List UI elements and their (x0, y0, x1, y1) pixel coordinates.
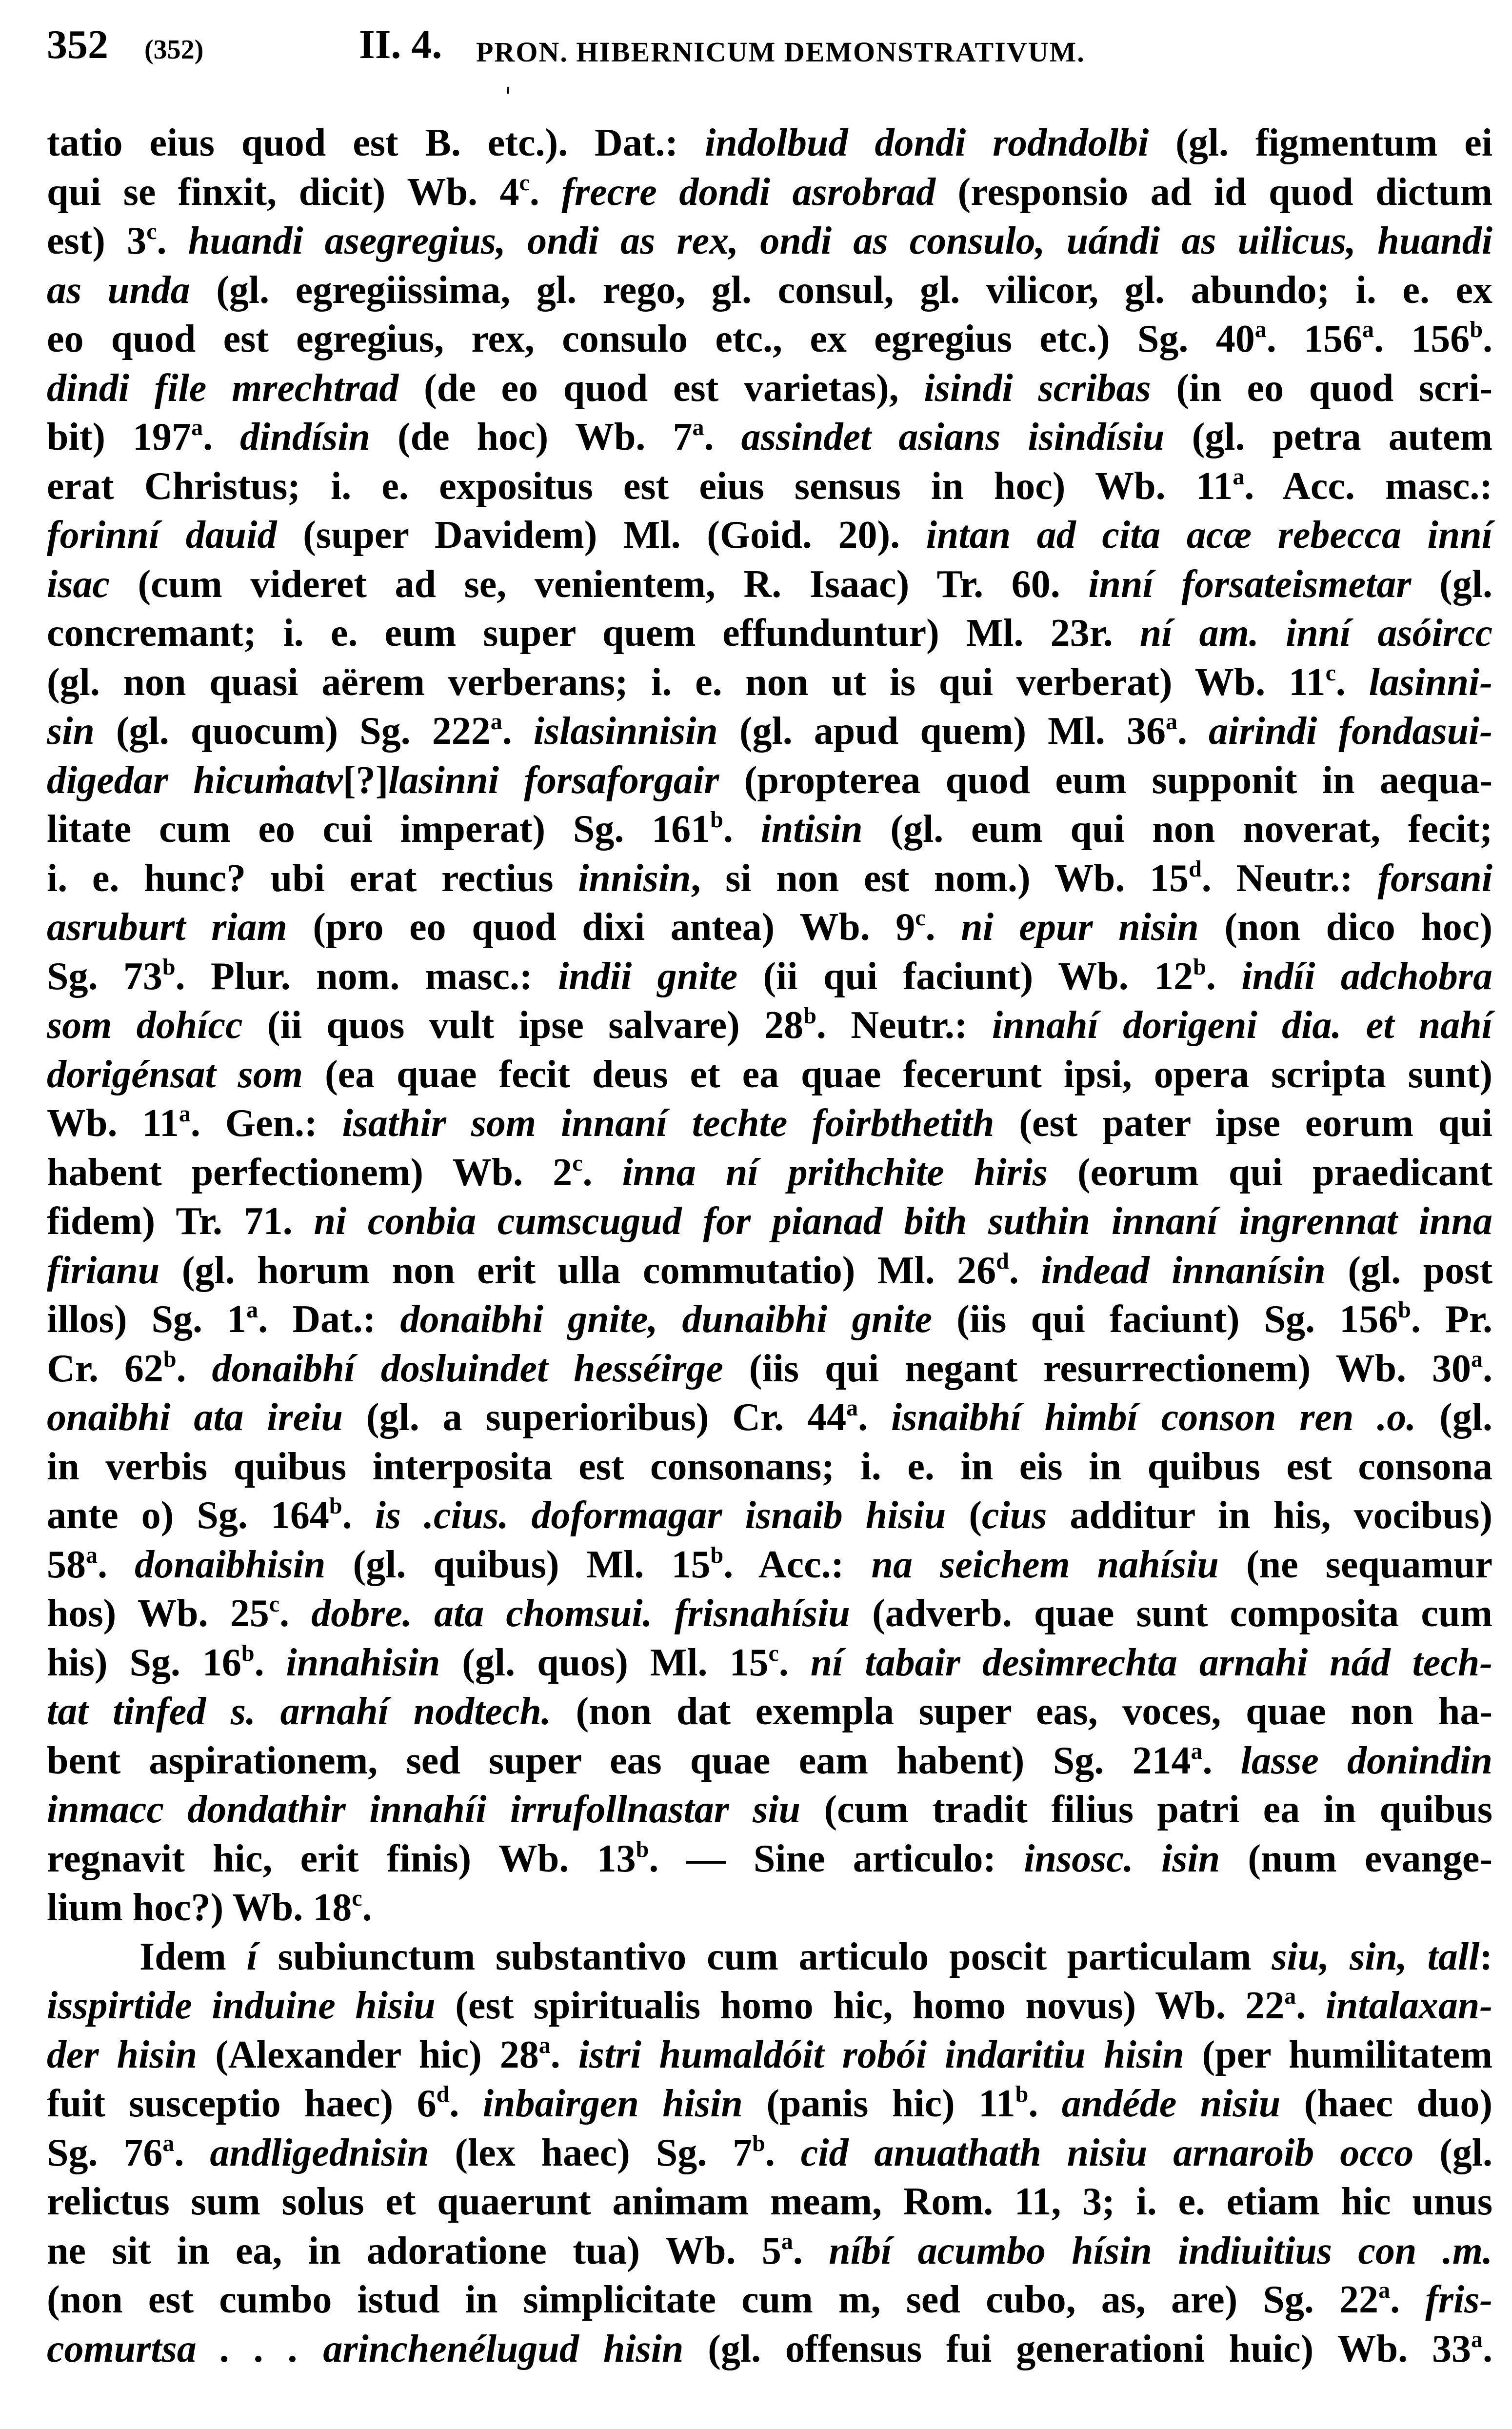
folio-superscript: a (490, 709, 502, 735)
latin-text: . (98, 1543, 135, 1586)
latin-text: . (529, 170, 562, 214)
irish-gloss: lasse donindin (1240, 1739, 1493, 1782)
irish-gloss: ni conbia cumscugud for pianad bith suthin innaní ingrennat inna (314, 1200, 1492, 1243)
latin-text: (num evange- (1220, 1837, 1492, 1880)
irish-gloss: ní am. inní asóircc (1139, 612, 1492, 655)
latin-text: , si non est nom.) Wb. 15 (691, 856, 1189, 900)
irish-gloss: som dohícc (47, 1004, 243, 1047)
folio-superscript: b (241, 1640, 255, 1666)
irish-gloss: as unda (47, 268, 190, 312)
latin-text: regnavit hic, erit finis) Wb. 13 (47, 1837, 636, 1880)
latin-text: (iis qui negant resurrectionem) Wb. 30 (723, 1347, 1472, 1390)
latin-text: (iis qui faciunt) Sg. 156 (932, 1298, 1398, 1341)
latin-text: . (449, 2082, 483, 2125)
latin-text: bit) 197 (47, 416, 192, 458)
text-line (47, 1148, 1492, 1197)
text-line (47, 952, 1492, 1001)
text-line (47, 511, 1492, 560)
irish-gloss: indíi adchobra (1241, 955, 1493, 998)
text-line (47, 1001, 1492, 1050)
irish-gloss: der hisin (47, 2033, 198, 2076)
latin-text: additur in his, vocibus) (1047, 1494, 1493, 1537)
irish-gloss: inna ní prithchite hiris (622, 1151, 1048, 1194)
irish-gloss: intisin (760, 808, 863, 851)
irish-gloss: islasinnisin (533, 710, 718, 753)
folio-superscript: a (179, 1101, 191, 1127)
latin-text: . Neutr.: (1201, 856, 1378, 900)
latin-text: . (1028, 2082, 1062, 2125)
text-line (47, 609, 1492, 658)
text-line (47, 1344, 1492, 1394)
irish-gloss: asruburt riam (47, 906, 287, 949)
irish-gloss: is .cius. doformagar isnaib hisiu (375, 1494, 946, 1537)
folio-superscript: b (163, 1346, 177, 1372)
latin-text: hos) Wb. 25 (47, 1592, 269, 1635)
irish-gloss: istri humaldóit robói indaritiu hisin (578, 2033, 1184, 2076)
text-line (47, 805, 1492, 854)
latin-text: (gl. (1411, 562, 1493, 606)
latin-text: . (723, 808, 761, 851)
irish-gloss: donaibhi gnite, dunaibhi gnite (400, 1298, 933, 1341)
text-line (47, 1834, 1492, 1884)
text-line (47, 119, 1492, 168)
irish-gloss: ní tabair desimrechta arnahi nád tech- (810, 1641, 1493, 1684)
folio-superscript: a (1471, 1346, 1483, 1372)
text-line (47, 2079, 1492, 2129)
latin-text: (panis hic) 11 (742, 2082, 1015, 2125)
irish-gloss: forsani (1377, 856, 1493, 900)
latin-text: (haec duo) (1280, 2082, 1493, 2125)
text-line (47, 1491, 1492, 1540)
irish-gloss: isindi scribas (924, 366, 1151, 410)
irish-gloss: huandi asegregius, ondi as rex, ondi as consulo, uándi as uilicus, huandi (188, 219, 1493, 262)
latin-text: erat Christus; i. e. expositus est eius sensus in hoc) Wb. 11 (47, 464, 1233, 508)
latin-text: (gl. quocum) Sg. 222 (94, 710, 491, 753)
text-line (47, 364, 1492, 413)
latin-text: illos) Sg. 1 (47, 1298, 247, 1341)
latin-text: (responsio ad id quod dictum (935, 170, 1492, 214)
latin-text: (pro eo quod dixi antea) Wb. 9 (287, 906, 915, 949)
folio-superscript: a (1284, 1983, 1296, 2009)
text-line (47, 217, 1492, 266)
folio-superscript: a (1471, 2326, 1483, 2352)
latin-text: . 156 (1266, 318, 1363, 360)
irish-gloss: isspirtide induine hisiu (47, 1984, 436, 2027)
text-line (47, 1785, 1492, 1834)
text-line (47, 266, 1492, 315)
irish-gloss: cid anuathath nisiu arnaroib occo (800, 2131, 1414, 2174)
irish-gloss: indead innanísin (1041, 1249, 1326, 1292)
latin-text: (gl. apud quem) Ml. 36 (717, 710, 1166, 753)
text-line (47, 2129, 1492, 2178)
folio-superscript: a (781, 2228, 793, 2254)
latin-text: (gl. offensus fui generationi huic) Wb. 33 (683, 2327, 1471, 2370)
folio-superscript: b (1398, 1297, 1411, 1323)
text-line (47, 1883, 1492, 1932)
folio-superscript: c (146, 219, 157, 244)
text-line (47, 1393, 1492, 1442)
latin-text: . (765, 2131, 801, 2174)
text-line (47, 1442, 1492, 1492)
irish-gloss: tall (1427, 1935, 1480, 1978)
latin-text: (gl. non quasi aërem verberans; i. e. non ut is qui verberat) Wb. 11 (47, 660, 1326, 704)
text-line (47, 168, 1492, 217)
irish-gloss: inní forsateismetar (1088, 562, 1412, 606)
folio-superscript: a (191, 415, 203, 440)
latin-text: (eorum qui praedicant (1047, 1151, 1493, 1194)
folio-superscript: a (1362, 317, 1374, 342)
latin-text: . (858, 1396, 891, 1439)
folio-superscript: a (538, 2032, 551, 2058)
latin-text: . (793, 2229, 829, 2272)
irish-gloss: assindet asians isindísiu (741, 416, 1165, 458)
text-line (47, 2227, 1492, 2276)
latin-text: (cum videret ad se, venientem, R. Isaac) Tr. 60. (109, 562, 1089, 606)
latin-text: . Gen.: (190, 1102, 342, 1145)
irish-gloss: isac (47, 562, 110, 606)
folio-superscript: a (1233, 463, 1245, 490)
page-number-alt: (352) (144, 35, 204, 65)
text-line (47, 1687, 1492, 1736)
latin-text (1407, 1935, 1428, 1978)
folio-superscript: c (768, 1640, 779, 1666)
latin-text: . (1483, 318, 1493, 360)
text-line (47, 1197, 1492, 1246)
folio-superscript: a (1254, 317, 1267, 342)
irish-gloss: isnaibhí himbí conson ren .o. (891, 1396, 1416, 1439)
irish-gloss: lasinni forsaforgair (388, 758, 719, 802)
folio-superscript: a (162, 2130, 175, 2156)
latin-text: (est spiritualis homo hic, homo novus) Wb. 22 (435, 1984, 1285, 2027)
latin-text: (propterea quod eum supponit in aequa- (719, 758, 1493, 802)
latin-text: (ea quae fecit deus et ea quae fecerunt ipsi, opera scripta sunt) (303, 1053, 1492, 1096)
folio-superscript: b (329, 1493, 342, 1519)
latin-text: (est pater ipse eorum qui (994, 1102, 1493, 1145)
latin-text: ne sit in ea, in adoratione tua) Wb. 5 (47, 2229, 781, 2272)
folio-superscript: b (710, 1542, 724, 1568)
irish-gloss: cius (982, 1494, 1047, 1537)
text-line (47, 1050, 1492, 1099)
irish-gloss: andligednisin (210, 2131, 429, 2174)
irish-gloss: innahí dorigeni dia. et nahí (992, 1004, 1493, 1047)
latin-text: (non dico hoc) (1198, 906, 1493, 949)
irish-gloss: fris- (1425, 2278, 1493, 2321)
irish-gloss: inbairgen hisin (482, 2082, 743, 2125)
irish-gloss: andéde nisiu (1061, 2082, 1281, 2125)
latin-text: . (550, 2033, 578, 2076)
folio-superscript: c (352, 1885, 362, 1911)
chapter-title: PRON. HIBERNICUM DEMONSTRATIVUM. (476, 36, 1085, 68)
latin-text: (non est cumbo istud in simplicitate cum m, sed cubo, as, are) Sg. 22 (47, 2278, 1379, 2321)
text-line (47, 2177, 1492, 2227)
latin-text: . (582, 1151, 622, 1194)
latin-text: . Pr. (1411, 1298, 1493, 1341)
irish-gloss: intalaxan- (1325, 1984, 1492, 2027)
latin-text: Sg. 76 (47, 2131, 163, 2174)
irish-gloss: firianu (47, 1249, 160, 1292)
latin-text: (gl. quibus) Ml. 15 (325, 1543, 711, 1586)
latin-text: (super Davidem) Ml. (Goid. 20). (277, 514, 926, 557)
latin-text: (ii quos vult ipse salvare) 28 (242, 1004, 804, 1047)
folio-superscript: b (752, 2130, 765, 2156)
body-text (47, 119, 1492, 2373)
folio-superscript: b (803, 1003, 816, 1029)
irish-gloss: indii gnite (558, 955, 738, 998)
running-header (47, 20, 1492, 68)
latin-text: : (1479, 1935, 1492, 1978)
latin-text: . — Sine articulo: (649, 1837, 1024, 1880)
irish-gloss: tat tinfed s. arnahí nodtech. (47, 1690, 551, 1733)
latin-text: . Acc.: (723, 1543, 872, 1586)
latin-text: Sg. 73 (47, 955, 162, 998)
text-line (47, 658, 1492, 707)
latin-text: (per humilitatem (1184, 2033, 1492, 2076)
text-line (47, 707, 1492, 756)
irish-gloss: comurtsa . . . arinchenélugud hisin (47, 2327, 684, 2370)
text-line (47, 413, 1492, 462)
latin-text: Cr. 62 (47, 1347, 163, 1390)
text-line (47, 462, 1492, 511)
latin-text: Idem (139, 1935, 247, 1978)
irish-gloss: donaibhí dosluindet hesséirge (212, 1347, 723, 1390)
folio-superscript: c (519, 169, 530, 196)
irish-gloss: innahisin (286, 1641, 440, 1684)
latin-text: ante o) Sg. 164 (47, 1494, 329, 1537)
irish-gloss: intan ad cita acæ rebecca inní (926, 514, 1492, 557)
latin-text: 58 (47, 1543, 86, 1586)
text-line (47, 2275, 1492, 2325)
folio-superscript: b (710, 807, 723, 833)
text-line (47, 1736, 1492, 1786)
text-line (47, 903, 1492, 952)
irish-gloss: insosc. isin (1024, 1837, 1220, 1880)
latin-text: (in eo quod scri- (1151, 366, 1493, 410)
latin-text: . (1009, 1249, 1041, 1292)
latin-text: qui se finxit, dicit) Wb. 4 (47, 170, 519, 214)
irish-gloss: dindísin (240, 416, 370, 458)
folio-superscript: a (692, 415, 704, 440)
irish-gloss: siu, sin, (1272, 1935, 1407, 1978)
latin-text: . (1335, 660, 1369, 704)
irish-gloss: onaibhi ata ireiu (47, 1396, 343, 1439)
text-line (47, 1932, 1492, 1982)
folio-superscript: b (1015, 2081, 1029, 2107)
latin-text: eo quod est egregius, rex, consulo etc., ex egregius etc.) Sg. 40 (47, 318, 1255, 360)
irish-gloss: isathir som innaní techte foirbthetith (342, 1102, 995, 1145)
latin-text: . (1483, 1347, 1493, 1390)
text-line (47, 854, 1492, 903)
folio-superscript: c (572, 1150, 583, 1176)
latin-text: Wb. 11 (47, 1102, 179, 1145)
irish-gloss: digedar hicuṁatv (47, 758, 343, 802)
folio-superscript: b (162, 954, 176, 980)
text-line (47, 1589, 1492, 1638)
folio-superscript: d (996, 1248, 1009, 1274)
latin-text: in verbis quibus interposita est consonans; i. e. in eis in quibus est consona (47, 1445, 1492, 1488)
folio-superscript: a (1378, 2277, 1391, 2303)
section-number: II. 4. (359, 22, 442, 67)
latin-text: . (342, 1494, 375, 1537)
latin-text: subiunctum substantivo cum articulo poscit particulam (257, 1935, 1272, 1978)
latin-text: ( (946, 1494, 982, 1537)
text-line (47, 1295, 1492, 1344)
irish-gloss: donaibhisin (135, 1543, 326, 1586)
latin-text: relictus sum solus et quaerunt animam meam, Rom. 11, 3; i. e. etiam hic unus (47, 2180, 1492, 2223)
text-line (47, 1981, 1492, 2031)
folio-superscript: d (1189, 856, 1202, 882)
print-mark (507, 87, 509, 94)
latin-text: . (176, 1347, 212, 1390)
text-line (47, 2325, 1492, 2374)
latin-text: tatio eius quod est B. etc.). Dat.: (47, 121, 705, 164)
latin-text: . (1390, 2278, 1426, 2321)
latin-text: (gl. eum qui non noverat, fecit; (862, 808, 1493, 851)
folio-superscript: c (269, 1591, 279, 1617)
irish-gloss: inmacc dondathir innahíi irrufollnastar siu (47, 1788, 801, 1831)
latin-text: (gl. figmentum ei (1149, 121, 1492, 164)
folio-superscript: a (86, 1542, 98, 1568)
folio-superscript: a (1191, 1738, 1203, 1764)
irish-gloss: indolbud dondi rodndolbi (705, 121, 1149, 164)
irish-gloss: dindi file mrechtrad (47, 366, 399, 410)
latin-text: . (203, 416, 240, 458)
latin-text: i. e. hunc? ubi erat rectius (47, 856, 578, 900)
latin-text: . (1202, 1739, 1241, 1782)
folio-superscript: b (1470, 317, 1483, 342)
latin-text: . (1483, 2327, 1492, 2370)
latin-text: (de hoc) Wb. 7 (370, 416, 693, 458)
latin-text: (gl. egregiissima, gl. rego, gl. consul, gl. vilicor, gl. abundo; i. e. ex (190, 268, 1493, 312)
text-line (47, 1099, 1492, 1148)
irish-gloss: airindi fondasui- (1209, 710, 1493, 753)
latin-text: (lex haec) Sg. 7 (429, 2131, 753, 2174)
text-line (47, 1246, 1492, 1295)
latin-text: (ii qui faciunt) Wb. 12 (737, 955, 1194, 998)
folio-superscript: d (436, 2081, 450, 2107)
latin-text: . (157, 219, 188, 262)
irish-gloss: na seichem nahísiu (871, 1543, 1219, 1586)
latin-text: litate cum eo cui imperat) Sg. 161 (47, 808, 711, 851)
latin-text: . (254, 1641, 286, 1684)
latin-text: . Acc. masc.: (1244, 464, 1493, 508)
latin-text: . 156 (1374, 318, 1470, 360)
latin-text: . (174, 2131, 210, 2174)
text-line (47, 1540, 1492, 1590)
latin-text: fidem) Tr. 71. (47, 1200, 314, 1243)
text-line (47, 2031, 1492, 2080)
page-number: 352 (47, 22, 108, 67)
irish-gloss: í (246, 1935, 258, 1978)
irish-gloss: dobre. ata chomsui. frisnahísiu (311, 1592, 850, 1635)
latin-text: (gl. horum non erit ulla commutatio) Ml. 26 (159, 1249, 996, 1292)
text-line (47, 315, 1492, 364)
latin-text: . (925, 906, 961, 949)
latin-text: . (502, 710, 534, 753)
latin-text: habent perfectionem) Wb. 2 (47, 1151, 573, 1194)
irish-gloss: forinní dauid (47, 514, 277, 557)
latin-text: . (1296, 1984, 1326, 2027)
text-line (47, 1638, 1492, 1688)
latin-text: . (1177, 710, 1209, 753)
latin-text: (gl. petra autem (1164, 416, 1493, 458)
folio-superscript: c (915, 905, 926, 931)
latin-text: concremant; i. e. eum super quem effunduntur) Ml. 23r. (47, 612, 1140, 655)
irish-gloss: sin (47, 710, 95, 753)
folio-superscript: b (1193, 954, 1206, 980)
latin-text: (Alexander hic) 28 (197, 2033, 539, 2076)
latin-text: (cum tradit filius patri ea in quibus (800, 1788, 1493, 1831)
latin-text: (non dat exempla super eas, voces, quae non ha- (551, 1690, 1492, 1733)
latin-text: (gl. quos) Ml. 15 (440, 1641, 769, 1684)
latin-text: (gl. a superioribus) Cr. 44 (343, 1396, 847, 1439)
irish-gloss: níbí acumbo hísin indiuitius con .m. (829, 2229, 1492, 2272)
latin-text: . Neutr.: (816, 1004, 992, 1047)
latin-text: (de eo quod est varietas), (398, 366, 924, 410)
irish-gloss: lasinni- (1369, 660, 1493, 704)
latin-text: (gl. (1416, 1396, 1493, 1439)
irish-gloss: ni epur nisin (961, 906, 1199, 949)
latin-text: (gl. post (1325, 1249, 1492, 1292)
latin-text: est) 3 (47, 219, 147, 262)
latin-text: fuit susceptio haec) 6 (47, 2082, 437, 2125)
irish-gloss: innisin (578, 856, 691, 900)
latin-text: (adverb. quae sunt composita cum (850, 1592, 1492, 1635)
latin-text: (ne sequamur (1218, 1543, 1493, 1586)
latin-text: . (704, 416, 741, 458)
latin-text: lium hoc?) Wb. 18 (47, 1886, 352, 1929)
irish-gloss: dorigénsat som (47, 1053, 303, 1096)
irish-gloss: frecre dondi asrobrad (561, 170, 935, 214)
latin-text: . Plur. nom. masc.: (175, 955, 558, 998)
text-line (47, 560, 1492, 609)
paragraph (47, 1932, 1492, 2374)
folio-superscript: c (1325, 659, 1336, 686)
latin-text: bent aspirationem, sed super eas quae eam habent) Sg. 214 (47, 1739, 1191, 1782)
text-line (47, 756, 1492, 805)
folio-superscript: b (636, 1836, 649, 1862)
paragraph (47, 119, 1492, 1932)
latin-text: . (362, 1886, 372, 1929)
latin-text: . (1206, 955, 1242, 998)
latin-text: . Dat.: (258, 1298, 400, 1341)
latin-text: [?] (342, 758, 389, 802)
folio-superscript: a (1165, 709, 1177, 735)
latin-text: . (279, 1592, 312, 1635)
latin-text: (gl. (1413, 2131, 1493, 2174)
latin-text: . (778, 1641, 811, 1684)
folio-superscript: a (246, 1297, 259, 1323)
folio-superscript: a (846, 1395, 858, 1421)
latin-text: his) Sg. 16 (47, 1641, 241, 1684)
